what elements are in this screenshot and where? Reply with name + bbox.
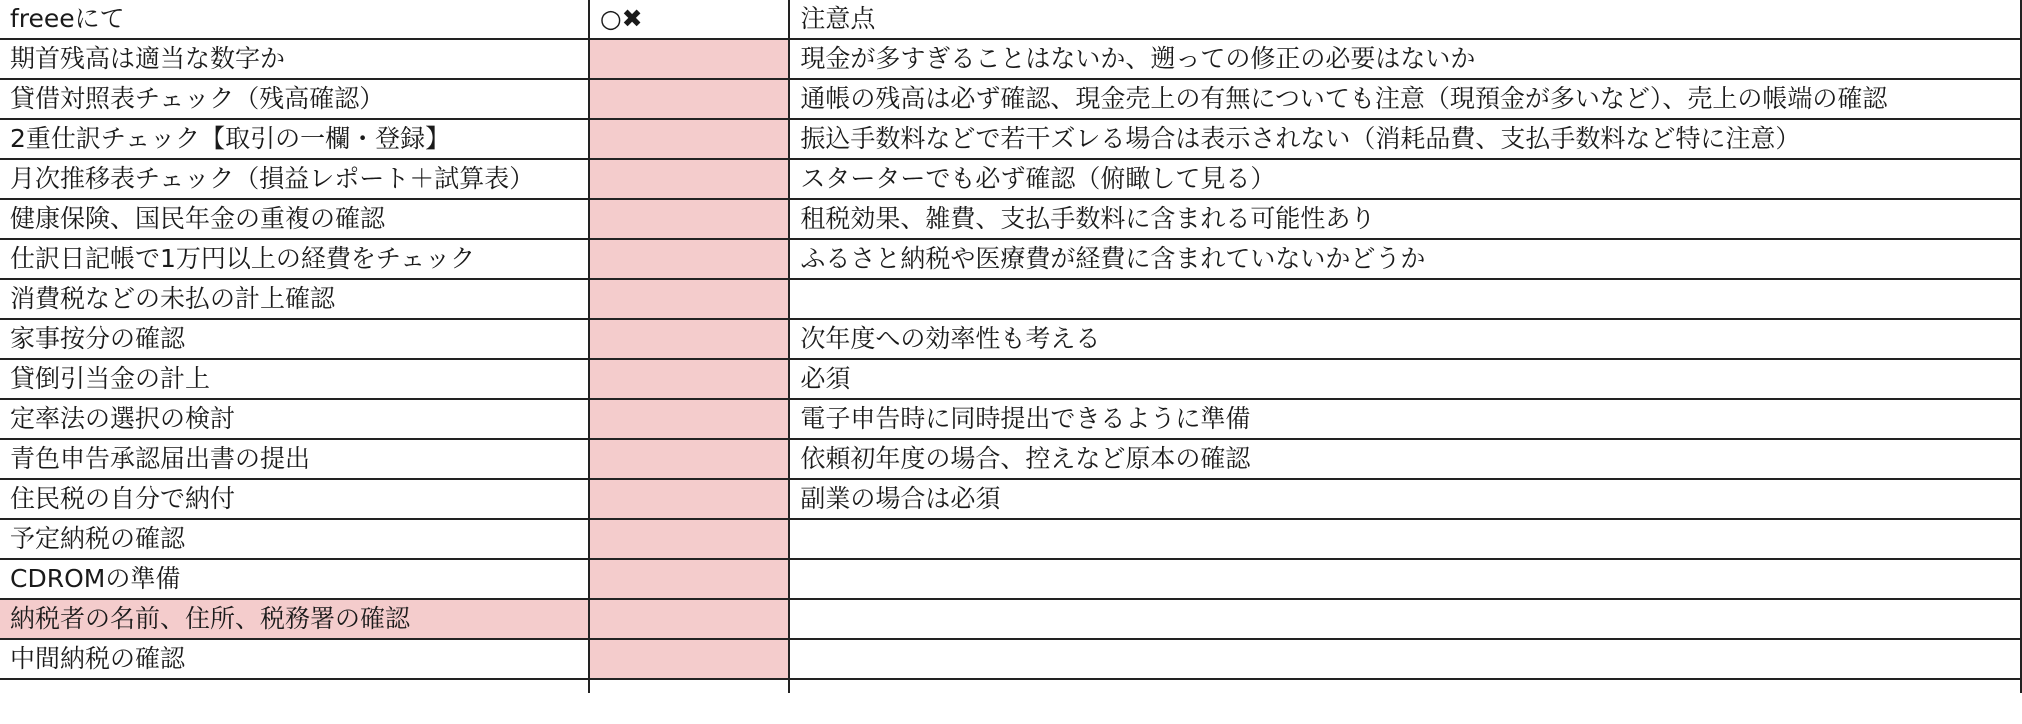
note-cell[interactable]: 租税効果、雑費、支払手数料に含まれる可能性あり xyxy=(789,199,2021,239)
mark-cell[interactable] xyxy=(589,399,790,439)
table-row xyxy=(0,39,2021,79)
note-cell[interactable]: ふるさと納税や医療費が経費に含まれていないかどうか xyxy=(789,239,2021,279)
mark-cell[interactable] xyxy=(589,439,790,479)
header-cell-mark[interactable]: ○✖ xyxy=(589,0,790,39)
note-cell[interactable] xyxy=(789,519,2021,559)
item-cell[interactable]: 月次推移表チェック（損益レポート＋試算表） xyxy=(0,159,589,199)
item-cell-highlighted[interactable]: 納税者の名前、住所、税務署の確認 xyxy=(0,599,589,639)
item-cell[interactable]: CDROMの準備 xyxy=(0,559,589,599)
note-cell[interactable]: 振込手数料などで若干ズレる場合は表示されない（消耗品費、支払手数料など特に注意） xyxy=(789,119,2021,159)
mark-cell[interactable] xyxy=(589,239,790,279)
mark-cell[interactable] xyxy=(589,79,790,119)
empty-cell[interactable] xyxy=(789,679,2021,693)
table-row xyxy=(0,399,2021,439)
note-cell[interactable] xyxy=(789,279,2021,319)
item-cell[interactable]: 健康保険、国民年金の重複の確認 xyxy=(0,199,589,239)
table-row xyxy=(0,319,2021,359)
table-row xyxy=(0,199,2021,239)
item-cell[interactable]: 期首残高は適当な数字か xyxy=(0,39,589,79)
note-cell[interactable]: 必須 xyxy=(789,359,2021,399)
item-cell[interactable]: 住民税の自分で納付 xyxy=(0,479,589,519)
header-cell-item[interactable]: freeeにて xyxy=(0,0,589,39)
note-cell[interactable]: 依頼初年度の場合、控えなど原本の確認 xyxy=(789,439,2021,479)
table-row xyxy=(0,559,2021,599)
item-cell[interactable]: 家事按分の確認 xyxy=(0,319,589,359)
table-row xyxy=(0,519,2021,559)
item-cell[interactable]: 中間納税の確認 xyxy=(0,639,589,679)
mark-cell[interactable] xyxy=(589,279,790,319)
note-cell[interactable] xyxy=(789,559,2021,599)
mark-cell[interactable] xyxy=(589,159,790,199)
empty-cell[interactable] xyxy=(589,679,790,693)
table-row xyxy=(0,279,2021,319)
note-cell[interactable]: スターターでも必ず確認（俯瞰して見る） xyxy=(789,159,2021,199)
table-row xyxy=(0,639,2021,679)
table-row xyxy=(0,439,2021,479)
item-cell[interactable]: 仕訳日記帳で1万円以上の経費をチェック xyxy=(0,239,589,279)
item-cell[interactable]: 消費税などの未払の計上確認 xyxy=(0,279,589,319)
mark-cell[interactable] xyxy=(589,119,790,159)
mark-cell[interactable] xyxy=(589,319,790,359)
table-row xyxy=(0,359,2021,399)
item-cell[interactable]: 2重仕訳チェック【取引の一欄・登録】 xyxy=(0,119,589,159)
item-cell[interactable]: 青色申告承認届出書の提出 xyxy=(0,439,589,479)
item-cell[interactable]: 貸倒引当金の計上 xyxy=(0,359,589,399)
note-cell[interactable]: 副業の場合は必須 xyxy=(789,479,2021,519)
mark-cell[interactable] xyxy=(589,479,790,519)
note-cell[interactable]: 電子申告時に同時提出できるように準備 xyxy=(789,399,2021,439)
mark-cell[interactable] xyxy=(589,199,790,239)
mark-cell[interactable] xyxy=(589,39,790,79)
item-cell[interactable]: 定率法の選択の検討 xyxy=(0,399,589,439)
table-row xyxy=(0,119,2021,159)
table-row xyxy=(0,79,2021,119)
note-cell[interactable]: 現金が多すぎることはないか、遡っての修正の必要はないか xyxy=(789,39,2021,79)
mark-cell[interactable] xyxy=(589,359,790,399)
mark-cell[interactable] xyxy=(589,519,790,559)
item-cell[interactable]: 貸借対照表チェック（残高確認） xyxy=(0,79,589,119)
table-row xyxy=(0,599,2021,639)
table-row xyxy=(0,159,2021,199)
header-row xyxy=(0,0,2021,39)
item-cell[interactable]: 予定納税の確認 xyxy=(0,519,589,559)
mark-cell[interactable] xyxy=(589,599,790,639)
table-row xyxy=(0,239,2021,279)
note-cell[interactable] xyxy=(789,639,2021,679)
note-cell[interactable]: 通帳の残高は必ず確認、現金売上の有無についても注意（現預金が多いなど）、売上の帳端の確認 xyxy=(789,79,2021,119)
table-row xyxy=(0,479,2021,519)
mark-cell[interactable] xyxy=(589,639,790,679)
empty-cell[interactable] xyxy=(0,679,589,693)
note-cell[interactable] xyxy=(789,599,2021,639)
header-cell-note[interactable]: 注意点 xyxy=(789,0,2021,39)
mark-cell[interactable] xyxy=(589,559,790,599)
next-empty-row xyxy=(0,679,2021,693)
note-cell[interactable]: 次年度への効率性も考える xyxy=(789,319,2021,359)
